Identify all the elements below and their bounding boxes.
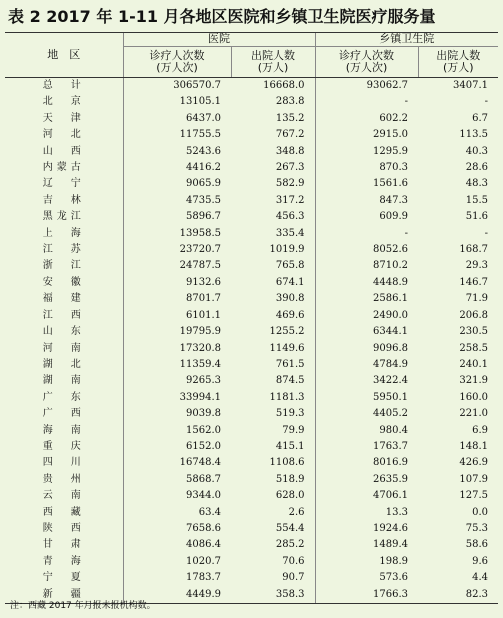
township-visits-cell: 93062.7 [315, 78, 418, 95]
township-discharges-cell: 48.3 [465, 178, 488, 190]
table-row [5, 78, 498, 95]
footnote: 注：西藏 2017 年月报未报机构数。 [10, 601, 156, 611]
table-row [5, 127, 498, 143]
hospital-visits-cell: 8701.7 [123, 291, 231, 307]
hospital-discharges-cell: 358.3 [231, 587, 315, 604]
hospital-visits-cell: 9344.0 [123, 488, 231, 504]
table-row [5, 537, 498, 553]
table-row [5, 373, 498, 389]
township-visits-cell: 4784.9 [315, 357, 418, 373]
township-discharges-cell: 206.8 [459, 309, 488, 321]
region-cell: 总 计 [42, 80, 85, 91]
hospital-visits-cell: 6437.0 [123, 111, 231, 127]
hospital-visits-cell: 1783.7 [123, 570, 231, 586]
township-discharges-cell: 127.5 [459, 490, 488, 502]
township-visits-header [315, 47, 418, 78]
hospital-discharges-cell: 335.4 [275, 227, 305, 239]
township-discharges-cell: 168.7 [459, 244, 488, 256]
hospital-discharges-cell: 415.1 [275, 440, 305, 452]
township-discharges-cell: - [484, 96, 488, 108]
township-visits-cell: 8016.9 [315, 455, 418, 471]
township-discharges-cell: 426.9 [459, 457, 488, 469]
table-row [5, 176, 498, 192]
township-discharges-cell: 71.9 [465, 293, 488, 305]
township-visits-cell: 1766.3 [315, 587, 418, 604]
table-row [5, 521, 498, 537]
township-discharges-cell: 146.7 [459, 276, 488, 288]
table-title: 表 2 2017 年 1-11 月各地区医院和乡镇卫生院医疗服务量 [8, 7, 436, 26]
township-discharges-cell: 9.6 [472, 555, 488, 567]
discharges-label: 出院人数 (万人) [436, 49, 481, 74]
township-visits-cell: 5950.1 [315, 390, 418, 406]
hospital-discharges-cell: 1181.3 [269, 391, 305, 403]
region-cell: 黑龙江 [42, 211, 85, 223]
region-cell: 贵 州 [42, 473, 85, 485]
region-cell: 上 海 [42, 227, 85, 239]
hospital-discharges-cell: 390.8 [275, 293, 305, 305]
township-visits-cell: 2586.1 [315, 291, 418, 307]
hospital-discharges-cell: 79.9 [282, 424, 305, 436]
hospital-visits-cell: 24787.5 [123, 258, 231, 274]
region-cell: 西 藏 [42, 506, 85, 518]
table-row [5, 94, 498, 110]
hospital-visits-cell: 306570.7 [123, 78, 231, 95]
township-visits-cell: 9096.8 [315, 341, 418, 357]
township-discharges-cell: 221.0 [459, 408, 488, 420]
region-cell: 天 津 [42, 112, 85, 124]
table-body [5, 78, 498, 604]
township-discharges-cell: 51.6 [465, 211, 488, 223]
hospital-discharges-cell: 283.8 [275, 96, 305, 108]
hospital-discharges-cell: 90.7 [282, 572, 305, 584]
hospital-discharges-cell: 135.2 [275, 112, 305, 124]
hospital-visits-cell: 16748.4 [123, 455, 231, 471]
table-row [5, 406, 498, 422]
region-cell: 四 川 [42, 457, 85, 469]
hospital-discharges-cell: 469.6 [275, 309, 305, 321]
township-visits-cell: 602.2 [315, 111, 418, 127]
township-visits-cell: 8710.2 [315, 258, 418, 274]
region-cell: 青 海 [42, 555, 85, 567]
hospital-discharges-cell: 1149.6 [269, 342, 305, 354]
table-row [5, 554, 498, 570]
township-visits-cell: 609.9 [315, 209, 418, 225]
township-discharges-header [418, 47, 498, 78]
hospital-visits-cell: 11755.5 [123, 127, 231, 143]
township-discharges-cell: 107.9 [459, 473, 488, 485]
hospital-discharges-cell: 285.2 [275, 539, 305, 551]
hospital-discharges-cell: 519.3 [275, 408, 305, 420]
hospital-visits-cell: 4735.5 [123, 193, 231, 209]
region-cell: 内蒙古 [42, 162, 85, 174]
table-row [5, 341, 498, 357]
hospital-discharges-cell: 674.1 [275, 276, 305, 288]
table-row [5, 570, 498, 586]
township-discharges-cell: 82.3 [418, 587, 498, 604]
visits-label: 诊疗人次数 (万人次) [339, 49, 394, 74]
region-cell: 山 东 [42, 326, 85, 338]
township-discharges-cell: 15.5 [465, 194, 488, 206]
hospital-visits-cell: 1562.0 [123, 423, 231, 439]
table-row [5, 308, 498, 324]
township-discharges-cell: 321.9 [459, 375, 488, 387]
hospital-discharges-cell: 582.9 [275, 178, 305, 190]
region-cell: 湖 北 [42, 358, 85, 370]
hospital-visits-cell: 17320.8 [123, 341, 231, 357]
hospital-discharges-cell: 767.2 [275, 129, 305, 141]
township-discharges-cell: 40.3 [465, 145, 488, 157]
township-visits-cell: 2490.0 [315, 308, 418, 324]
hospital-discharges-cell: 456.3 [275, 211, 305, 223]
table-row [5, 423, 498, 439]
township-discharges-cell: 113.5 [459, 129, 488, 141]
hospital-discharges-cell: 348.8 [275, 145, 305, 157]
table-row [5, 505, 498, 521]
hospital-visits-cell: 5896.7 [123, 209, 231, 225]
region-cell: 福 建 [42, 293, 85, 305]
visits-label: 诊疗人次数 (万人次) [149, 49, 205, 74]
hospital-visits-cell: 7658.6 [123, 521, 231, 537]
region-cell: 北 京 [42, 96, 85, 108]
table-row [5, 258, 498, 274]
table-row [5, 357, 498, 373]
hospital-visits-cell: 13105.1 [123, 94, 231, 110]
hospital-visits-cell: 1020.7 [123, 554, 231, 570]
hospital-visits-cell: 5868.7 [123, 472, 231, 488]
top-rule [5, 32, 498, 33]
table-row [5, 275, 498, 291]
hospital-visits-cell: 13958.5 [123, 226, 231, 242]
township-visits-cell: 573.6 [315, 570, 418, 586]
township-discharges-cell: 28.6 [465, 162, 488, 174]
table-row [5, 226, 498, 242]
table-row [5, 242, 498, 258]
hospital-discharges-cell: 1108.6 [269, 457, 305, 469]
hospital-discharges-cell: 317.2 [275, 194, 305, 206]
township-discharges-cell: 230.5 [459, 326, 488, 338]
township-discharges-cell: 160.0 [459, 391, 488, 403]
region-cell: 安 徽 [42, 276, 85, 288]
hospital-discharges-cell: 16668.0 [263, 80, 305, 91]
hospital-visits-cell: 4416.2 [123, 160, 231, 176]
hospital-visits-cell: 9265.3 [123, 373, 231, 389]
region-cell: 湖 南 [42, 375, 85, 387]
hospital-discharges-cell: 1255.2 [269, 326, 305, 338]
hospital-visits-cell: 63.4 [123, 505, 231, 521]
hospital-discharges-cell: 267.3 [275, 162, 305, 174]
hospital-discharges-cell: 765.8 [275, 260, 305, 272]
region-cell: 江 苏 [42, 244, 85, 256]
table-row [5, 160, 498, 176]
table-row [5, 488, 498, 504]
region-cell: 河 北 [42, 129, 85, 141]
region-cell: 云 南 [42, 490, 85, 502]
region-cell: 海 南 [42, 424, 85, 436]
township-discharges-cell: 6.9 [472, 424, 488, 436]
hospital-visits-cell: 4449.9 [123, 587, 231, 604]
table-row [5, 111, 498, 127]
township-visits-cell: 3422.4 [315, 373, 418, 389]
township-discharges-cell: 3407.1 [453, 80, 488, 91]
region-cell: 广 西 [42, 408, 85, 420]
township-discharges-cell: 240.1 [459, 358, 488, 370]
township-visits-cell: 4706.1 [315, 488, 418, 504]
region-cell: 山 西 [42, 145, 85, 157]
township-discharges-cell: - [484, 227, 488, 239]
hospital-visits-cell: 9039.8 [123, 406, 231, 422]
hospital-group-header: 医院 [123, 32, 315, 47]
township-discharges-cell: 258.5 [459, 342, 488, 354]
township-visits-cell: 1561.6 [315, 176, 418, 192]
region-cell: 新 疆 [5, 587, 123, 604]
hospital-discharges-header [231, 47, 315, 78]
hospital-visits-cell: 9065.9 [123, 176, 231, 192]
region-header: 地 区 [5, 32, 123, 78]
region-cell: 陕 西 [42, 522, 85, 534]
hospital-discharges-cell: 2.6 [288, 506, 305, 518]
region-cell: 河 南 [42, 342, 85, 354]
region-cell: 重 庆 [42, 440, 85, 452]
hospital-discharges-cell: 874.5 [275, 375, 305, 387]
discharges-label: 出院人数 (万人) [251, 49, 295, 74]
region-cell: 浙 江 [42, 260, 85, 272]
township-visits-cell: 4448.9 [315, 275, 418, 291]
township-visits-cell: 6344.1 [315, 324, 418, 340]
hospital-discharges-cell: 70.6 [282, 555, 305, 567]
township-visits-cell: 4405.2 [315, 406, 418, 422]
table-row [5, 209, 498, 225]
table-row [5, 324, 498, 340]
township-discharges-cell: 58.6 [465, 539, 488, 551]
hospital-visits-cell: 33994.1 [123, 390, 231, 406]
hospital-discharges-cell: 761.5 [275, 358, 305, 370]
region-cell: 吉 林 [42, 194, 85, 206]
service-table-container [5, 32, 498, 604]
township-visits-cell: 1295.9 [315, 144, 418, 160]
hospital-visits-cell: 11359.4 [123, 357, 231, 373]
table-row [5, 291, 498, 307]
region-cell: 辽 宁 [42, 178, 85, 190]
hospital-visits-cell: 19795.9 [123, 324, 231, 340]
table-row [5, 439, 498, 455]
table-row [5, 390, 498, 406]
hospital-visits-cell: 4086.4 [123, 537, 231, 553]
hospital-visits-cell: 6152.0 [123, 439, 231, 455]
township-visits-cell: 1924.6 [315, 521, 418, 537]
region-cell: 江 西 [42, 309, 85, 321]
hospital-visits-cell: 23720.7 [123, 242, 231, 258]
township-visits-cell: 8052.6 [315, 242, 418, 258]
township-visits-cell: 2635.9 [315, 472, 418, 488]
township-discharges-cell: 4.4 [472, 572, 488, 584]
township-discharges-cell: 29.3 [465, 260, 488, 272]
hospital-visits-header [123, 47, 231, 78]
table-row [5, 193, 498, 209]
township-visits-cell: 1763.7 [315, 439, 418, 455]
township-discharges-cell: 148.1 [459, 440, 488, 452]
table-row [5, 472, 498, 488]
township-visits-cell: 847.3 [315, 193, 418, 209]
township-visits-cell: - [315, 226, 418, 242]
township-group-header: 乡镇卫生院 [315, 32, 498, 47]
table-row [5, 455, 498, 471]
township-visits-cell: 13.3 [315, 505, 418, 521]
township-visits-cell: 198.9 [315, 554, 418, 570]
township-discharges-cell: 6.7 [472, 112, 488, 124]
township-discharges-cell: 75.3 [465, 522, 488, 534]
township-visits-cell: 1489.4 [315, 537, 418, 553]
township-visits-cell: 980.4 [315, 423, 418, 439]
hospital-discharges-cell: 518.9 [275, 473, 305, 485]
region-cell: 宁 夏 [42, 572, 85, 584]
township-discharges-cell: 0.0 [472, 506, 488, 518]
township-visits-cell: 870.3 [315, 160, 418, 176]
region-cell: 甘 肃 [42, 539, 85, 551]
region-cell: 广 东 [42, 391, 85, 403]
township-visits-cell: 2915.0 [315, 127, 418, 143]
table-row [5, 144, 498, 160]
hospital-discharges-cell: 628.0 [275, 490, 305, 502]
service-table [5, 32, 498, 604]
hospital-visits-cell: 9132.6 [123, 275, 231, 291]
hospital-discharges-cell: 554.4 [275, 522, 305, 534]
township-visits-cell: - [315, 94, 418, 110]
hospital-visits-cell: 5243.6 [123, 144, 231, 160]
hospital-visits-cell: 6101.1 [123, 308, 231, 324]
hospital-discharges-cell: 1019.9 [269, 244, 305, 256]
